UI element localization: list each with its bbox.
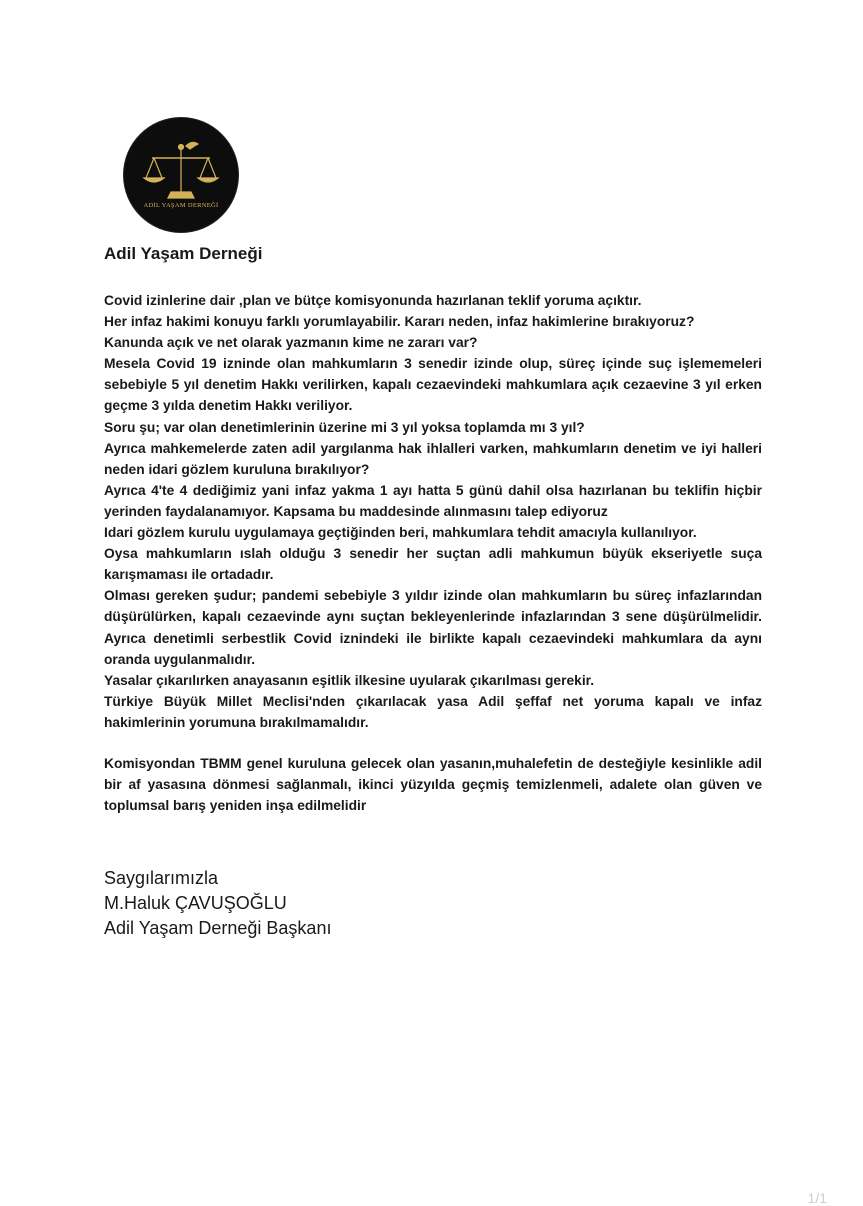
signature-role: Adil Yaşam Derneği Başkanı <box>104 918 332 938</box>
paragraph: Ayrıca 4'te 4 dediğimiz yani infaz yakma 1 ayı hatta 5 günü dahil olsa hazırlanan bu teklifin hiçbir yerinden faydalanamıyor. Kapsama bu maddesinde alınmasını talep ediyoruz <box>104 482 762 519</box>
scales-of-justice-icon <box>124 118 238 232</box>
paragraph: Oysa mahkumların ıslah olduğu 3 senedir her suçtan adli mahkumun büyük ekseriyetle suça karışmaması ile ortadadır. <box>104 546 762 583</box>
paragraph: Her infaz hakimi konuyu farklı yorumlayabilir. Kararı neden, infaz hakimlerine bırakıyoruz? <box>104 314 695 330</box>
organization-logo <box>124 118 238 232</box>
paragraph: Mesela Covid 19 izninde olan mahkumların 3 senedir izinde olup, süreç içinde suç işlememeleri sebebiyle 5 yıl denetim Hakkı verilirken, kapalı cezaevindeki mahkumlara açık cezaevine 3 yıl erken geçme 3 yılda denetim Hakkı veriliyor. <box>104 356 762 414</box>
signature-name: M.Haluk ÇAVUŞOĞLU <box>104 893 287 913</box>
paragraph: Olması gereken şudur; pandemi sebebiyle 3 yıldır izinde olan mahkumların bu süreç infazlarından düşürülürken, kapalı cezaevinde aynı suçtan bekleyenlerinde infazlarından 3 sene düşürülmelidir. Ayrıca denetimli serbestlik Covid iznindeki ile birlikte kapalı cezaevindeki mahkumlara da aynı oranda uygulanmalıdır. <box>104 588 762 667</box>
paragraph: Covid izinlerine dair ,plan ve bütçe komisyonunda hazırlanan teklif yoruma açıktır. <box>104 293 642 308</box>
paragraph: Yasalar çıkarılırken anayasanın eşitlik ilkesine uyularak çıkarılması gerekir. <box>104 672 595 688</box>
signature-block <box>104 866 331 941</box>
paragraph: Kanunda açık ve net olarak yazmanın kime ne zararı var? <box>104 335 478 351</box>
page-number: 1/1 <box>807 1190 827 1206</box>
paragraph: Soru şu; var olan denetimlerinin üzerine mi 3 yıl yoksa toplamda mı 3 yıl? <box>104 419 585 435</box>
logo-text: ADİL YAŞAM DERNEĞİ <box>143 202 219 209</box>
signature-greeting: Saygılarımızla <box>104 868 219 888</box>
organization-title: Adil Yaşam Derneği <box>104 244 263 263</box>
paragraph: Türkiye Büyük Millet Meclisi'nden çıkarılacak yasa Adil şeffaf net yoruma kapalı ve infaz hakimlerinin yorumuna bırakılmamalıdır. <box>104 693 762 730</box>
letter-body <box>104 290 762 816</box>
paragraph: Ayrıca mahkemelerde zaten adil yargılanma hak ihlalleri varken, mahkumların denetim ve iyi halleri neden idari gözlem kuruluna bırakılıyor? <box>104 440 762 477</box>
closing-paragraph: Komisyondan TBMM genel kuruluna gelecek olan yasanın,muhalefetin de desteğiyle kesinlikle adil bir af yasasına dönmesi sağlanmalı, ikinci yüzyılda geçmiş temizlenmeli, adalete olan güven ve toplumsal barış yeniden inşa edilmelidir <box>104 755 762 814</box>
paragraph: Idari gözlem kurulu uygulamaya geçtiğinden beri, mahkumlara tehdit amacıyla kullanılıyor. <box>104 525 697 541</box>
